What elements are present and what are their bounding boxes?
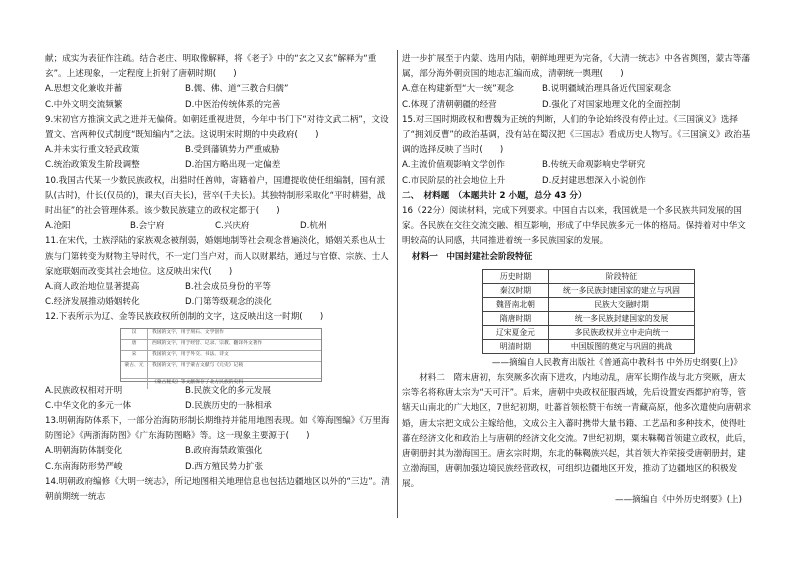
section-heading: 二、 材料题 （本题共计 2 小题，总分 43 分）	[402, 190, 587, 201]
q11-option-b[interactable]: B.社会成员身份的平等	[185, 282, 271, 293]
q10-option-d[interactable]: D.杭州	[300, 221, 327, 232]
q12-option-b[interactable]: B.民族文化的多元发展	[185, 385, 271, 396]
era-period-cell: 魏晋南北朝	[483, 297, 549, 311]
material-1-source: ——摘编自人民教育出版社《普通高中教科书 中外历史纲要(上)》	[491, 357, 742, 368]
era-feature-cell: 中国版图的奠定与巩固的挑战	[549, 339, 695, 353]
era-period-cell: 明清时期	[483, 339, 549, 353]
q12-stem: 12.下表所示为辽、金等民族政权所创制的文字，这反映出这一时期( )	[45, 312, 324, 323]
era-feature-cell: 统一多民族封建国家的建立与巩固	[549, 283, 695, 297]
era-period-cell: 隋唐时期	[483, 311, 549, 325]
q10-option-a[interactable]: A.沧阳	[45, 221, 71, 232]
era-period-cell: 秦汉时期	[483, 283, 549, 297]
era-feature-cell: 民族大交融时期	[549, 297, 695, 311]
q11-stem: 11.在宋代，士族浮陆的家族观念被削弱，婚姻地制等社会观念普遍淡化，婚姻关系也从士族与门第转变为财物主导时代，不一定门当户对，而人以财累结，通过与官僚、宗族、士人家庭联姻而改变其社会地位。这反映出宋代( )	[45, 236, 389, 277]
q15-option-b[interactable]: B.传统天命观影响史学研究	[542, 160, 646, 171]
q14-stem-cont: 进一步扩展至于内蒙、选用内陆，朝鲜地理更为完备，《大清一统志》中各省舆图，蒙古等藩属，部分海外朝贡国的地志汇编而成，清朝统一舆理( )	[402, 54, 751, 80]
q15-options	[402, 158, 752, 188]
era-feature-cell: 统一多民族封建国家的发展	[549, 311, 695, 325]
q14-option-a[interactable]: A.意在构建新型“大一统”观念	[402, 84, 514, 95]
q11-option-d[interactable]: D.门第等级观念的淡化	[185, 297, 272, 308]
q13-option-d[interactable]: D.西方殖民势力扩张	[185, 461, 264, 472]
q12-option-c[interactable]: C.中华文化的多元一体	[45, 400, 132, 411]
era-period-cell: 辽宋夏金元	[483, 325, 549, 339]
era-table-row	[483, 325, 695, 339]
q13-option-a[interactable]: A.明朝海防体制变化	[45, 446, 123, 457]
q15-stem: 15.对三国时期政权和曹魏为正统的判断，人们的争论始终没有停止过。《三国演义》选择了“拥刘反曹”的政治基调，没有站在蜀汉把《三国志》看成历史人物写。《三国演义》政治基调的选择反映了当时( )	[402, 114, 751, 156]
q8-option-c[interactable]: C.中外文明交流频繁	[45, 99, 123, 110]
q13-option-c[interactable]: C.东南海防形势严峻	[45, 461, 123, 472]
q14-option-d[interactable]: D.强化了对国家地理文化的全面控制	[542, 99, 681, 110]
q10-options	[45, 219, 391, 234]
q12-option-a[interactable]: A.民族政权相对开明	[45, 385, 123, 396]
column-divider	[397, 50, 398, 518]
q14-stem-start: 14.明朝政府编修《大明一统志》，所记地图相关地理信息也包括边疆地区以外的“三边”。清朝前期统一统志	[45, 476, 390, 503]
q9-option-b[interactable]: B.受到藩镇势力严重威胁	[185, 145, 280, 156]
material-2-text: 材料二 隋末唐初，东突厥多次南下进攻，内地动乱，唐军长期作战与北方突厥，唐太宗等名将称唐太宗为“天可汗”。后来，唐朝中央政权征服西域，先后设置安西都护府等，管辖天山南北的广大地区，7世纪初期，吐蕃首领松赞干布统一青藏高原，他多次遣使向唐朝求婚，唐太宗把文成公主嫁给他，文成公主入蕃时携带大量书籍、工艺品和多种技术，使得吐蕃在经济文化和政治上与唐朝的经济文化交流。7世纪初期，粟末靺鞨首领建立政权，此后，唐朝册封其为渤海国王。唐玄宗时期，东北的靺鞨族兴起，其首领大祚荣接受唐朝册封，建立渤海国，唐朝加强边境民族经营政权，可组织边疆地区开发，推动了边疆地区的积极发展。	[402, 373, 752, 490]
era-table-row	[483, 311, 695, 325]
q15-option-c[interactable]: C.市民阶层的社会地位上升	[402, 175, 506, 186]
q14-option-b[interactable]: B.说明疆域治理具备近代国家观念	[542, 84, 671, 95]
q8-option-d[interactable]: D.中医治传统体系的完善	[185, 99, 281, 110]
q9-stem: 9.宋初官方推演文武之进并无偏倚。如朝廷重视进贤，今年中书门下“对待文武二柄”，文设置文、宫两种仪式制度“既知编内”之法。这说明宋时期的中央政府( )	[45, 114, 389, 141]
era-period-cell: 历史时期	[483, 269, 549, 283]
q12-options	[45, 384, 391, 414]
era-feature-cell: 多民族政权并立中走向统一	[549, 325, 695, 339]
material-1-title: 材料一 中国封建社会阶段特征	[412, 251, 533, 262]
era-table-row	[483, 297, 695, 311]
q13-options	[45, 444, 391, 474]
q13-option-b[interactable]: B.政府海禁政策强化	[185, 446, 263, 457]
left-column	[45, 52, 391, 505]
q8-option-a[interactable]: A.思想文化兼收并蓄	[45, 84, 123, 95]
q14-option-c[interactable]: C.体现了清朝朝疆的经营	[402, 99, 497, 110]
q15-option-a[interactable]: A.主流价值观影响文学创作	[402, 160, 505, 171]
q8-options	[45, 82, 391, 112]
material-2-source: ——摘编自《中外历史纲要》(上)	[614, 494, 742, 505]
q13-stem: 13.明朝海防体系下，一部分治海防形制长期维持并能用地图表现。如《筹海图编》《万里海防图论》《两浙海防图》《广东海防图略》等。这一现象主要源于( )	[45, 416, 390, 442]
era-feature-cell: 阶段特征	[549, 269, 695, 283]
q11-option-c[interactable]: C.经济发展推动婚姻转化	[45, 297, 140, 308]
q10-option-c[interactable]: C.兴庆府	[215, 221, 250, 232]
q11-options	[45, 280, 391, 310]
q9-option-a[interactable]: A.并未实行重文轻武政策	[45, 145, 140, 156]
q16-stem: 16（22分）阅读材料，完成下列要求。中国自古以来，我国就是一个多民族共同发展的国家。各民族在交往交流交融、相互影响，形成了中华民族多元一体的格局。保持着对中华文明较高的认同感，共同推进着统一多民族国家的发展。	[402, 206, 746, 247]
q9-option-d[interactable]: D.治国方略出现一定偏差	[185, 160, 281, 171]
q10-stem: 10.我国古代某一少数民族政权，出猎时任酋帅，寄籍着户，国遭提收使任组编制，国有派队(古时)，什长(仅员的)，课夫(百夫长)，营卒(千夫长)。其独特制形采取化“平时耕猎，战时出征”的社会管理体系。该少数民族建立的政权定都于( )	[45, 175, 386, 217]
q8-stem: 献；成实为表征作注疏。结合老庄、明取像解释，将《老子》中的“玄之又玄”解释为“重玄”。上述现象，一定程度上折射了唐朝时期( )	[45, 54, 377, 80]
era-table	[482, 269, 695, 354]
q8-option-b[interactable]: B.儒、佛、道“三教合归儒”	[185, 84, 289, 95]
q9-option-c[interactable]: C.统治政策发生阶段调整	[45, 160, 140, 171]
q11-option-a[interactable]: A.商人政治地位显著提高	[45, 282, 140, 293]
q12-illustration-table: 汉 我国的文字，用于刻石、文学创作 唐 西域的文字，用于经营、记录、宗教、翻译外文著作 宋 我国的文字，用于外交、书法、诗文 蒙古、元 我国的文字，用于蒙古文献与《元史》记载 《蒙古秘史》等文献保存了北方民族的史料	[120, 328, 322, 382]
q15-option-d[interactable]: D.反封建思想深入小说创作	[542, 175, 646, 186]
right-column	[402, 52, 752, 508]
era-table-row	[483, 283, 695, 297]
q14-options	[402, 82, 752, 112]
q9-options	[45, 143, 391, 173]
q10-option-b[interactable]: B.会宁府	[130, 221, 165, 232]
q12-option-d[interactable]: D.民族历史的一脉相承	[185, 400, 272, 411]
era-table-row	[483, 339, 695, 353]
era-table-row	[483, 269, 695, 283]
